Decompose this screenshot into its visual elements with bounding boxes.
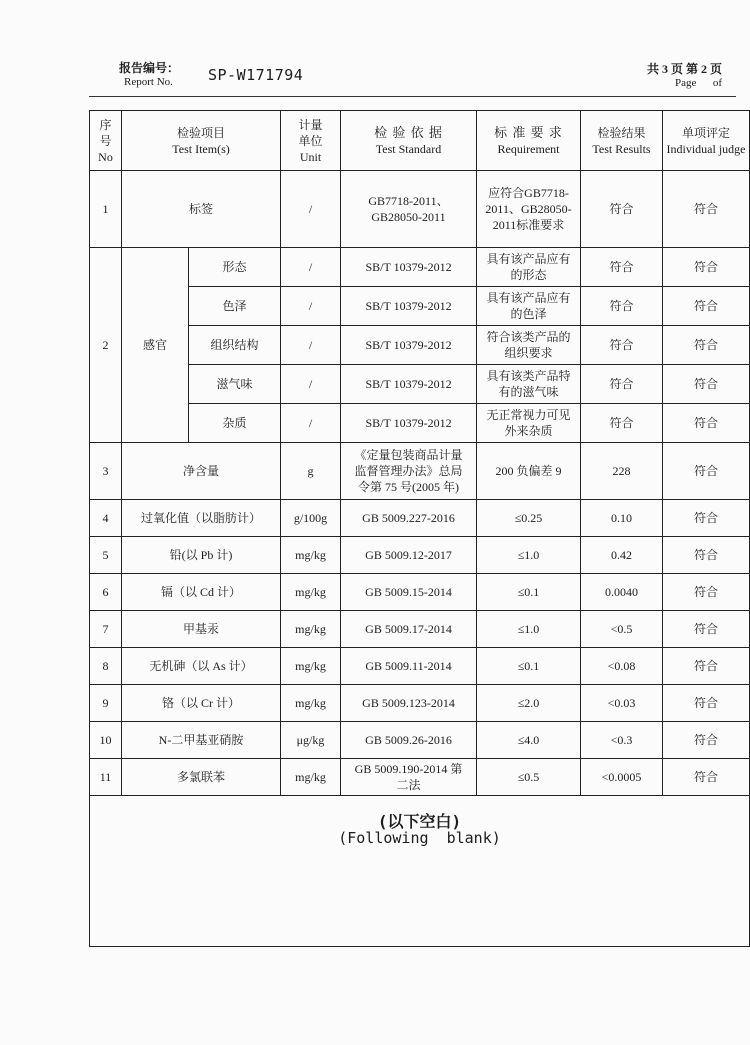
test-standard: SB/T 10379-2012 — [341, 365, 477, 404]
col-header-unit-en: Unit — [299, 149, 322, 164]
requirement-text: 具有该产品应有的形态 — [486, 252, 571, 282]
unit: mg/kg — [281, 611, 341, 648]
requirement: ≤4.0 — [477, 722, 581, 759]
test-result: 228 — [581, 443, 663, 500]
table-row — [90, 248, 750, 287]
test-result: <0.3 — [581, 722, 663, 759]
test-result: <0.03 — [581, 685, 663, 722]
table-row — [90, 759, 750, 796]
test-result: 符合 — [581, 404, 663, 443]
unit: mg/kg — [281, 685, 341, 722]
requirement — [477, 365, 581, 404]
col-header-no-en: No — [98, 149, 113, 164]
test-result: 符合 — [581, 326, 663, 365]
sub-test-item: 色泽 — [189, 287, 281, 326]
requirement: ≤0.5 — [477, 759, 581, 796]
test-item: 多氯联苯 — [122, 759, 281, 796]
page-indicator — [647, 62, 722, 90]
test-item: 标签 — [122, 171, 281, 248]
unit: / — [281, 248, 341, 287]
test-standard: GB 5009.227-2016 — [341, 500, 477, 537]
test-result: 符合 — [581, 171, 663, 248]
table-row — [90, 574, 750, 611]
test-item: 甲基汞 — [122, 611, 281, 648]
judgement: 符合 — [663, 365, 750, 404]
table-row — [90, 722, 750, 759]
judgement: 符合 — [663, 171, 750, 248]
test-result: 0.10 — [581, 500, 663, 537]
row-number: 9 — [90, 685, 122, 722]
row-number: 4 — [90, 500, 122, 537]
unit: mg/kg — [281, 648, 341, 685]
test-item: 铅(以 Pb 计) — [122, 537, 281, 574]
requirement: ≤0.1 — [477, 648, 581, 685]
table-row — [90, 326, 750, 365]
following-blank-zh: (以下空白) — [377, 812, 462, 831]
test-item: 铬（以 Cr 计） — [122, 685, 281, 722]
judgement: 符合 — [663, 500, 750, 537]
test-standard: SB/T 10379-2012 — [341, 326, 477, 365]
col-header-results — [581, 111, 663, 171]
unit: / — [281, 326, 341, 365]
row-number: 8 — [90, 648, 122, 685]
requirement — [477, 171, 581, 248]
row-number: 6 — [90, 574, 122, 611]
requirement: ≤1.0 — [477, 611, 581, 648]
test-item: 无机砷（以 As 计） — [122, 648, 281, 685]
unit: mg/kg — [281, 537, 341, 574]
blank-row — [90, 796, 750, 947]
test-item: 过氧化值（以脂肪计） — [122, 500, 281, 537]
col-header-results-en: Test Results — [592, 141, 651, 156]
requirement — [477, 287, 581, 326]
judgement: 符合 — [663, 611, 750, 648]
table-row — [90, 365, 750, 404]
unit: / — [281, 404, 341, 443]
unit: / — [281, 287, 341, 326]
col-header-standard — [341, 111, 477, 171]
test-result: 符合 — [581, 365, 663, 404]
test-standard-text: GB 5009.190-2014 第二法 — [354, 762, 463, 792]
requirement-text: 具有该类产品特有的滋气味 — [486, 369, 571, 399]
test-standard: SB/T 10379-2012 — [341, 248, 477, 287]
col-header-item-zh: 检验项目 — [177, 125, 226, 140]
requirement: ≤2.0 — [477, 685, 581, 722]
test-standard-text: 《定量包装商品计量监督管理办法》总局令第 75 号(2005 年) — [354, 448, 463, 494]
requirement — [477, 248, 581, 287]
col-header-requirement-en: Requirement — [497, 141, 560, 156]
col-header-judge-en: Individual judge — [666, 141, 746, 156]
test-standard: SB/T 10379-2012 — [341, 404, 477, 443]
test-item: N-二甲基亚硝胺 — [122, 722, 281, 759]
unit: / — [281, 365, 341, 404]
judgement: 符合 — [663, 443, 750, 500]
test-result: <0.08 — [581, 648, 663, 685]
sub-test-item: 滋气味 — [189, 365, 281, 404]
sub-test-item: 杂质 — [189, 404, 281, 443]
report-number: SP-W171794 — [208, 66, 304, 84]
requirement-text: 无正常视力可见外来杂质 — [486, 408, 571, 438]
requirement — [477, 326, 581, 365]
test-result: 0.42 — [581, 537, 663, 574]
table-row — [90, 537, 750, 574]
row-number: 5 — [90, 537, 122, 574]
requirement-text: 具有该产品应有的色泽 — [486, 291, 571, 321]
judgement: 符合 — [663, 574, 750, 611]
row-number: 10 — [90, 722, 122, 759]
test-standard: GB 5009.17-2014 — [341, 611, 477, 648]
test-result: 0.0040 — [581, 574, 663, 611]
col-header-item — [122, 111, 281, 171]
row-number: 2 — [90, 248, 122, 443]
table-row — [90, 171, 750, 248]
col-header-judge-zh: 单项评定 — [682, 125, 731, 140]
test-standard: SB/T 10379-2012 — [341, 287, 477, 326]
row-number: 3 — [90, 443, 122, 500]
col-header-requirement — [477, 111, 581, 171]
test-result: <0.5 — [581, 611, 663, 648]
test-result: 符合 — [581, 248, 663, 287]
judgement: 符合 — [663, 537, 750, 574]
row-number: 11 — [90, 759, 122, 796]
requirement: ≤0.1 — [477, 574, 581, 611]
test-standard-text: GB7718-2011、GB28050-2011 — [368, 194, 449, 224]
test-result: 符合 — [581, 287, 663, 326]
test-results-table — [89, 110, 750, 947]
test-standard — [341, 171, 477, 248]
test-standard — [341, 759, 477, 796]
test-item-group: 感官 — [122, 248, 189, 443]
table-row — [90, 287, 750, 326]
col-header-judge — [663, 111, 750, 171]
col-header-standard-en: Test Standard — [375, 141, 442, 156]
unit: mg/kg — [281, 574, 341, 611]
requirement-text: 应符合GB7718-2011、GB28050-2011标准要求 — [485, 186, 572, 232]
header-divider — [89, 96, 736, 97]
test-standard — [341, 443, 477, 500]
judgement: 符合 — [663, 722, 750, 759]
col-header-unit — [281, 111, 341, 171]
report-header — [0, 0, 736, 100]
table-row — [90, 648, 750, 685]
requirement — [477, 404, 581, 443]
unit: mg/kg — [281, 759, 341, 796]
test-standard: GB 5009.15-2014 — [341, 574, 477, 611]
requirement-text: 符合该类产品的组织要求 — [486, 330, 571, 360]
table-row — [90, 685, 750, 722]
col-header-requirement-zh: 标 准 要 求 — [494, 124, 563, 140]
table-row — [90, 443, 750, 500]
test-standard: GB 5009.26-2016 — [341, 722, 477, 759]
row-number: 1 — [90, 171, 122, 248]
judgement: 符合 — [663, 759, 750, 796]
col-header-standard-zh: 检 验 依 据 — [374, 124, 443, 140]
judgement: 符合 — [663, 287, 750, 326]
judgement: 符合 — [663, 685, 750, 722]
following-blank-cell — [90, 796, 750, 947]
test-standard: GB 5009.11-2014 — [341, 648, 477, 685]
test-result: <0.0005 — [581, 759, 663, 796]
requirement: ≤1.0 — [477, 537, 581, 574]
table-row — [90, 500, 750, 537]
col-header-unit-zh: 计量单位 — [298, 117, 323, 148]
requirement: ≤0.25 — [477, 500, 581, 537]
judgement: 符合 — [663, 248, 750, 287]
col-header-item-en: Test Item(s) — [172, 141, 230, 156]
page-indicator-en: Page of — [674, 77, 722, 89]
following-blank-en: (Following blank) — [338, 829, 501, 847]
report-no-label — [119, 61, 179, 89]
col-header-no-zh: 序号 — [99, 117, 112, 148]
table-row — [90, 404, 750, 443]
judgement: 符合 — [663, 326, 750, 365]
col-header-results-zh: 检验结果 — [597, 125, 646, 140]
unit: g/100g — [281, 500, 341, 537]
judgement: 符合 — [663, 648, 750, 685]
page-indicator-zh: 共 3 页 第 2 页 — [646, 62, 722, 76]
report-no-label-zh: 报告编号： — [119, 61, 180, 75]
report-no-label-en: Report No. — [124, 76, 173, 88]
test-standard: GB 5009.123-2014 — [341, 685, 477, 722]
sub-test-item: 形态 — [189, 248, 281, 287]
test-standard: GB 5009.12-2017 — [341, 537, 477, 574]
unit: μg/kg — [281, 722, 341, 759]
judgement: 符合 — [663, 404, 750, 443]
requirement: 200 负偏差 9 — [477, 443, 581, 500]
unit: / — [281, 171, 341, 248]
test-item: 净含量 — [122, 443, 281, 500]
col-header-no — [90, 111, 122, 171]
row-number: 7 — [90, 611, 122, 648]
unit: g — [281, 443, 341, 500]
table-header-row — [90, 111, 750, 171]
sub-test-item: 组织结构 — [189, 326, 281, 365]
test-item: 镉（以 Cd 计） — [122, 574, 281, 611]
table-row — [90, 611, 750, 648]
